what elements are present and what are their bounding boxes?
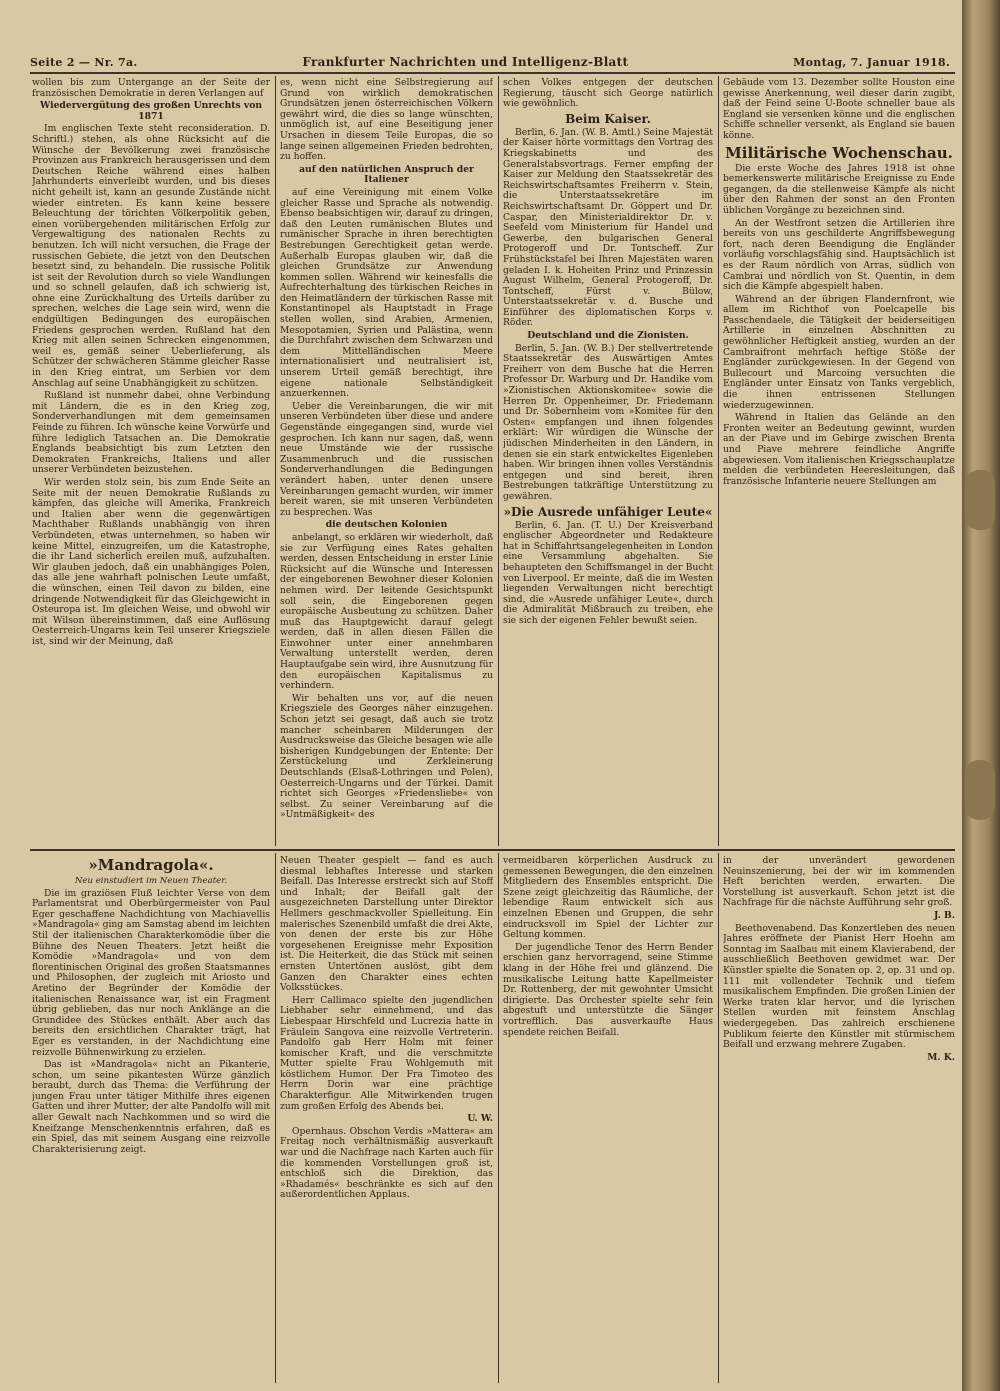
- page-number: Seite 2 — Nr. 7a.: [30, 55, 138, 69]
- emphasis-heading: Wiedervergütung des großen Unrechts von 1871: [39, 100, 263, 122]
- author-signature: J. B.: [934, 909, 955, 921]
- column-divider: [498, 853, 499, 1383]
- emphasis-heading: auf den natürlichen Anspruch der Italiener: [299, 163, 474, 186]
- paragraph: vermeidbaren körperlichen Ausdruck zu gemessenen Bewegungen, die den einzelnen Mitgliedern des Ensembles entspricht. Die Szene zeigt gleichzeitig das Räumliche, der lebendige Raum entwickelt sich aus einzelnen Ebenen und Gruppen, die sehr eindrucksvoll im Spiel der Lichter zur Geltung kommen.: [503, 856, 713, 941]
- binding-clip: [965, 760, 995, 820]
- column-divider: [275, 76, 276, 846]
- newspaper-masthead: Frankfurter Nachrichten und Intelligenz-Blatt: [302, 55, 629, 69]
- paragraph: Berlin, 6. Jan. (W. B. Amtl.) Seine Majestät der Kaiser hörte vormittags den Vortrag des Kriegskabinetts und des Generalstabsvortrags. Ferner empfing der Kaiser zur Meldung den Staatssekretär des Reichswirtschaftsamtes Freiherrn v. Stein, die Unterstaatssekretäre im Reichswirtschaftsamt Dr. Göppert und Dr. Caspar, den Ministerialdirektor Dr. v. Seefeld vom Ministerium für Handel und Gewerbe, den bulgarischen General Protogeroff und Dr. Tontscheff. Zur Frühstückstafel bei Ihren Majestäten waren geladen I. k. Hoheiten Prinz und Prinzessin August Wilhelm, General Protogeroff, Dr. Tontscheff, Fürst v. Bülow, Unterstaatssekretär v. d. Busche und Einführer des diplomatischen Korps v. Röder.: [503, 126, 713, 329]
- paragraph: Wir werden stolz sein, bis zum Ende Seite an Seite mit der neuen Demokratie Rußlands zu kämpfen, das gleiche will Amerika, Frankreich und Italien aber wenn die gegenwärtigen Machthaber Rußlands unabhängig von ihren Verbündeten, etwas unternehmen, so haben wir keine Mittel, einzugreifen, um die Katastrophe, die ihr Land sicherlich ereilen muß, aufzuhalten. Wir glauben jedoch, daß ein unabhängiges Polen, das alle jene wahrhaft polnischen Leute umfaßt, die wünschen, einen Teil davon zu bilden, eine dringende Notwendigkeit für das Gleichgewicht in Osteuropa ist. Im gleichen Weise, und obwohl wir mit Wilson übereinstimmen, daß eine Auflösung Oesterreich-Ungarns kein Teil unserer Kriegsziele ist, sind wir der Meinung, daß: [32, 476, 270, 647]
- issue-date: Montag, 7. Januar 1918.: [793, 55, 950, 69]
- article-column-3: [503, 78, 713, 846]
- feuilleton-column-4: [723, 856, 955, 1384]
- paragraph: anbelangt, so erklären wir wiederholt, daß sie zur Verfügung eines Rates gehalten werden, dessen Entscheidung in erster Linie Rücksicht auf die Wünsche und Interessen der eingeborenen Bewohner dieser Kolonien nehmen wird. Der leitende Gesichtspunkt soll sein, die Eingeborenen gegen europäische Ausbeutung zu schützen. Daher muß das Hauptgewicht darauf gelegt werden, daß in allen diesen Fällen die Einwohner unter einer annehmbaren Verwaltung unterstellt werden, deren Hauptaufgabe sein wird, ihre Ausnutzung für den europäischen Kapitalismus zu verhindern.: [280, 531, 493, 692]
- feuilleton-column-3: [503, 856, 713, 1384]
- emphasis-heading: die deutschen Kolonien: [325, 519, 448, 531]
- paragraph: Gebäude vom 13. Dezember sollte Houston eine gewisse Anerkennung, weil dieser darin zugibt, daß der Feind seine U-Boote schneller baue als England sie versenken könne und die englischen Schiffe schneller versenkt, als England sie bauen könne.: [723, 78, 955, 141]
- paragraph: Der jugendliche Tenor des Herrn Bender erschien ganz hervorragend, seine Stimme klang in der Höhe frei und glänzend. Die musikalische Leitung hatte Kapellmeister Dr. Rottenberg, der mit gewohnter Umsicht dirigierte. Das Orchester spielte sehr fein abgestuft und unterstützte die Sänger vortrefflich. Das ausverkaufte Haus spendete reichen Beifall.: [503, 941, 713, 1038]
- binding-clip: [965, 470, 995, 530]
- paragraph: Die erste Woche des Jahres 1918 ist ohne bemerkenswerte militärische Ereignisse zu Ende gegangen, da die stellenweise Kämpfe als nicht über den Rahmen der sonst an den Fronten üblichen Vorgänge zu bezeichnen sind.: [723, 162, 955, 216]
- author-signature: M. K.: [927, 1051, 955, 1063]
- header-rule: [30, 72, 955, 74]
- paragraph: Wir behalten uns vor, auf die neuen Kriegsziele des Georges näher einzugehen. Schon jetzt sei gesagt, daß auch sie trotz mancher scheinbaren Milderungen der Ausdrucksweise das Gleiche besagen wie alle bisherigen Kundgebungen der Entente: Der Zerstückelung und Zerkleinerung Deutschlands (Elsaß-Lothringen und Polen), Oesterreich-Ungarns und der Türkei. Damit richtet sich Georges »Friedensliebe« von selbst. Zu seiner Vereinbarung auf die »Untmäßigkeit« des: [280, 692, 493, 821]
- article-column-1: [32, 78, 270, 846]
- page-header: [30, 54, 950, 70]
- section-rule: [30, 849, 955, 851]
- column-divider: [275, 853, 276, 1383]
- article-subheading: Neu einstudiert im Neuen Theater.: [74, 876, 228, 886]
- paragraph: Opernhaus. Obschon Verdis »Mattera« am Freitag noch verhältnismäßig ausverkauft war und die Nachfrage nach Karten auch für die kommenden Vorstellungen groß ist, entschloß sich die Direktion, das »Rhadamés« beschränkte es sich auf den außerordentlichen Applaus.: [280, 1125, 493, 1201]
- paragraph: Ueber die Vereinbarungen, die wir mit unseren Verbündeten über diese und andere Gegenstände eingegangen sind, wurde viel gesprochen. Ich kann nur sagen, daß, wenn neue Umstände wie der russische Zusammenbruch und die russischen Sonderverhandlungen die Bedingungen verändert haben, unter denen unsere Vereinbarungen gemacht wurden, wir immer bereit waren, sie mit unseren Verbündeten zu besprechen. Was: [280, 400, 493, 518]
- paragraph: in der unverändert gewordenen Neuinszenierung, bei der wir im kommenden Heft berichten werden, erwarten. Die Vorstellung ist ausverkauft. Schon jetzt ist die Nachfrage für die nächste Aufführung sehr groß.: [723, 856, 955, 909]
- paragraph: Beethovenabend. Das Konzertleben des neuen Jahres eröffnete der Pianist Herr Hoehn am Sonntag im Saalbau mit einem Klavierabend, der ausschließlich Beethoven gewidmet war. Der Künstler spielte die Sonaten op. 2, op. 31 und op. 111 mit vollendeter Technik und tiefem musikalischem Empfinden. Die großen Linien der Werke traten klar hervor, und die lyrischen Stellen wurden mit feinstem Anschlag wiedergegeben. Das zahlreich erschienene Publikum feierte den Künstler mit stürmischem Beifall und erzwang mehrere Zugaben.: [723, 922, 955, 1051]
- article-column-4: [723, 78, 955, 846]
- column-divider: [718, 76, 719, 846]
- paragraph: Rußland ist nunmehr dabei, ohne Verbindung mit Ländern, die es in den Krieg zog, Sonderverhandlungen mit dem gemeinsamen Feinde zu führen. Ich wünsche keine Vorwürfe und führe lediglich Tatsachen an. Die Demokratie Englands beabsichtigt bis zum Letzten den Demokraten Frankreichs, Italiens und aller unserer Verbündeten beizustehen.: [32, 390, 270, 476]
- paragraph: Im englischen Texte steht reconsideration. D. Schriftl.) stehen, als ohne Rücksicht auf die Wünsche der Bevölkerung zwei französische Provinzen aus Frankreich herausgerissen und dem Deutschen Reiche während eines halben Jahrhunderts einverleibt wurden, und bis dieses nicht geheilt ist, kann an gesunde Zustände nicht wieder eintreten. Es kann keine bessere Beleuchtung der törichten Völkerpolitik geben, einen vorübergehenden militärischen Erfolg zur Vergewaltigung des nationalen Rechts zu benutzen. Ich will nicht versuchen, die Frage der russischen Gebiete, die jetzt von den Deutschen besetzt sind, zu behandeln. Die russische Politik ist seit der Revolution durch so viele Wandlungen und so schnell gelaufen, daß ich schwierig ist, ohne eine Zurückhaltung des Urteils darüber zu sprechen, welches die Lage sein wird, wenn die endgültigen Bedingungen des europäischen Friedens gesprochen werden. Rußland hat den Krieg mit allen seinen Schrecken eingenommen, weil es, gemäß seiner Ueberlieferung, als Schützer der schwächeren Stämme gleicher Rasse in den Krieg eintrat, um Serbien vor dem Anschlag auf seine Unabhängigkeit zu schützen.: [32, 123, 270, 389]
- paragraph: Herr Callimaco spielte den jugendlichen Liebhaber sehr einnehmend, und das Liebespaar Hirschfeld und Lucrezia hatte in Fräulein Sangova eine reizvolle Vertreterin. Pandolfo gab Herr Holm mit feiner komischer Kraft, und die verschmitzte Mutter spielte Frau Wohlgemuth mit köstlichem Humor. Der Fra Timoteo des Herrn Dorin war eine prächtige Charakterfigur. Alle Mitwirkenden trugen zum großen Erfolg des Abends bei.: [280, 994, 493, 1112]
- paragraph: auf eine Vereinigung mit einem Volke gleicher Rasse und Sprache als notwendig. Ebenso beabsichtigen wir, darauf zu dringen, daß den Leuten rumänischen Blutes und rumänischer Sprache in ihren berechtigten Bestrebungen Gerechtigkeit getan werde. Außerhalb Europas glauben wir, daß die gleichen Grundsätze zur Anwendung kommen sollen. Während wir keinesfalls die Aufrechterhaltung des türkischen Reiches in den Heimatländern der türkischen Rasse mit Konstantinopel als Hauptstadt in Frage stellen wollen, sind Arabien, Armenien, Mesopotamien, Syrien und Palästina, wenn die Durchfahrt zwischen dem Schwarzen und dem Mittelländischen Meere internationalisiert und neutralisiert ist, unserem Urteil gemäß berechtigt, ihre eigene nationale Selbständigkeit anzuerkennen.: [280, 186, 493, 400]
- paragraph: Berlin, 6. Jan. (T. U.) Der Kreisverband englischer Abgeordneter und Redakteure hat in Schiffahrtsangelegenheiten in London eine Versammlung abgehalten. Sie behaupteten den Schiffsmangel in der Bucht von Liverpool. Er meinte, daß die im Westen liegenden Verwaltungen nicht berechtigt sind, die »Ausrede unfähiger Leute«, durch die Admiralität Mißbrauch zu treiben, ehe sie sich der eigenen Fehler bewußt seien.: [503, 519, 713, 626]
- article-headline: Militärische Wochenschau.: [725, 143, 953, 162]
- paragraph: Die im graziösen Fluß leichter Verse von dem Parlamentsrat und Oberbürgermeister von Paul Eger geschaffene Nachdichtung von Machiavellis »Mandragola« ging am Samstag abend im leichten Stil der italienischen Charakterkomödie über die Bühne des Neuen Theaters. Jetzt heißt die Komödie »Mandragola« und von dem florentinischen Original des großen Staatsmannes und Philosophen, der zugleich mit Ariosto und Aretino der Begründer der Komödie der italienischen Renaissance war, ist ein Fragment übrig geblieben, das nur noch Anklänge an die Grundidee des Stückes enthält. Aber auch das bereits den ersichtlichen Charakter trägt, hat Eger es verstanden, in der Nachdichtung eine reizvolle Bühnenwirkung zu erzielen.: [32, 887, 270, 1058]
- feuilleton-column-2: [280, 856, 493, 1384]
- paragraph: An der Westfront setzen die Artillerien ihre bereits von uns geschilderte Angriffsbewegung fort, nach deren Beendigung die Engländer vorläufig vorschlagsfähig sind. Hauptsächlich ist es der Raum nördlich von Arras, südlich von Cambrai und nördlich von St. Quentin, in dem sich die Kämpfe abgespielt haben.: [723, 217, 955, 293]
- paragraph: Berlin, 5. Jan. (W. B.) Der stellvertretende Staatssekretär des Auswärtigen Amtes Freiherr von dem Busche hat die Herren Professor Dr. Warburg und Dr. Handike vom »Zionistischen Aktionskomitee« sowie die Herren Dr. Oppenheimer, Dr. Friedemann und Dr. Sobernheim vom »Komitee für den Osten« empfangen und ihnen folgendes erklärt: Wir würdigen die Wünsche der jüdischen Minderheiten in den Ländern, in denen sie ein stark entwickeltes Eigenleben haben. Wir bringen ihnen volles Verständnis entgegen und sind bereit, ihren Bestrebungen tatkräftige Unterstützung zu gewähren.: [503, 342, 713, 502]
- column-divider: [718, 853, 719, 1383]
- paragraph: Während an der übrigen Flandernfront, wie allem im Richthof von Poelcapelle bis Passchendaele, die Tätigkeit der beiderseitigen Artillerie in einzelnen Abschnitten zu gewöhnlicher Heftigkeit anstieg, wurden an der Cambraifront mehrfach heftige Stöße der Engländer zurückgewiesen. In der Gegend von Bullecourt und Marcoing versuchten die Engländer unter Einsatz von Tanks vergeblich, die ihnen entrissenen Stellungen wiederzugewinnen.: [723, 293, 955, 411]
- article-headline: Beim Kaiser.: [565, 111, 651, 126]
- paragraph: Neuen Theater gespielt — fand es auch diesmal lebhaftes Interesse und starken Beifall. Das Interesse erstreckt sich auf Stoff und Inhalt; der Beifall galt der ausgezeichneten Darstellung unter Direktor Hellmers geschmackvoller Spielleitung. Ein malerisches Szenenbild umfaßt die drei Akte, von denen der erste bis zur Höhe vorgesehenen Ereignisse mehr Exposition ist. Die Heiterkeit, die das Stück mit seinen ernsten Untertönen auslöst, gibt dem Ganzen den Charakter eines echten Volksstückes.: [280, 856, 493, 994]
- paragraph: schen Volkes entgegen der deutschen Regierung, täuscht sich George natürlich wie gewöhnlich.: [503, 78, 713, 110]
- article-headline: »Mandragola«.: [88, 856, 214, 874]
- page-binding-edge: [962, 0, 1000, 1391]
- article-headline: Deutschland und die Zionisten.: [527, 330, 689, 342]
- paragraph: es, wenn nicht eine Selbstregierung auf Grund von wirklich demokratischen Grundsätzen jenen österreichischen Völkern gewährt wird, die dies so lange wünschten, unmöglich ist, auf eine Beseitigung jener Ursachen in diesem Teile Europas, die so lange seinen allgemeinen Frieden bedrohten, zu hoffen.: [280, 78, 493, 163]
- article-column-2: [280, 78, 493, 846]
- article-headline: »Die Ausrede unfähiger Leute«: [503, 504, 713, 519]
- author-signature: U. W.: [467, 1113, 493, 1125]
- column-divider: [498, 76, 499, 846]
- paragraph: Das ist »Mandragola« nicht an Pikanterie, schon, um seine pikantesten Würze gänzlich beraubt, durch das Thema: die Verführung der jungen Frau unter tätiger Mithilfe ihres eigenen Gatten und ihrer Mutter; der alte Pandolfo will mit aller Gewalt nach Nachkommen und so wird die Kneifzange Menschenkenntnis erfahren, daß es ein Spiel, das mit seinem Ausgang eine reizvolle Charakterisierung zeigt.: [32, 1059, 270, 1155]
- paragraph: Während in Italien das Gelände an den Fronten weiter an Bedeutung gewinnt, wurden an der Piave und im Gebirge zwischen Brenta und Piave mehrere feindliche Angriffe abgewiesen. Vom italienischen Kriegsschauplatze melden die verbündeten Heeresleitungen, daß französische Infanterie neuere Stellungen am: [723, 412, 955, 487]
- feuilleton-column-1: [32, 856, 270, 1384]
- paragraph: wollen bis zum Untergange an der Seite der französischen Demokratie in deren Verlangen auf: [32, 78, 270, 99]
